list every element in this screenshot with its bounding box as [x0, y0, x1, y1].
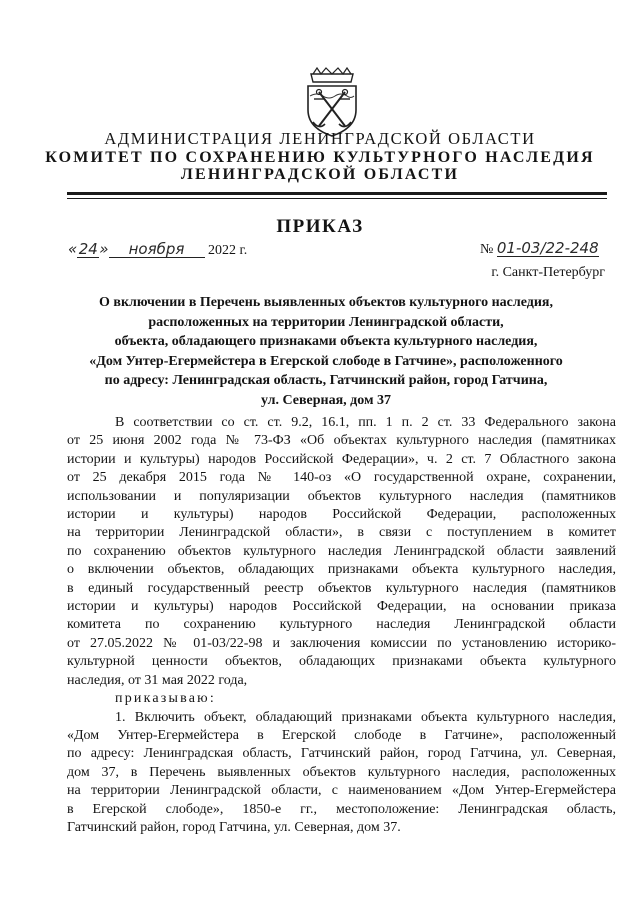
number-prefix: №: [480, 242, 494, 257]
body-line: истории и культуры) народов Российской Федерации, расположенных: [67, 507, 616, 523]
body-line: в единый государственный реестр объектов культурного наследия (памятников: [67, 580, 616, 596]
header-region: ЛЕНИНГРАДСКОЙ ОБЛАСТИ: [180, 166, 460, 183]
order-body: [67, 414, 616, 837]
item-line: по адресу: Ленинградская область, Гатчинский район, город Гатчина, ул. Северная,: [67, 746, 616, 762]
item-line: в Егерской слободе», 1850-е гг., местоположение: Ленинградская область,: [67, 801, 616, 817]
body-line: наследия, от 31 мая 2022 года,: [67, 672, 248, 688]
body-line: использовании и популяризации объектов культурного наследия (памятников: [67, 488, 616, 504]
item-line: дом 37, в Перечень выявленных объектов культурного наследия, расположенных: [67, 764, 616, 780]
item-line: 1. Включить объект, обладающий признаками объекта культурного наследия,: [115, 709, 616, 725]
date-year: 2022 г.: [208, 243, 248, 258]
order-date: [68, 240, 247, 259]
body-line: комитета по сохранению культурного наследия Ленинградской области: [67, 617, 616, 633]
body-line: по сохранению объектов культурного наследия Ленинградской области заявлений: [67, 543, 616, 559]
header-rule-thin: [67, 198, 607, 199]
order-word: приказываю:: [115, 691, 216, 707]
body-line: от 25 декабря 2015 года № 140-оз «О государственной охране, сохранении,: [67, 470, 616, 486]
city: г. Санкт-Петербург: [491, 265, 605, 280]
subject-line: по адресу: Ленинградская область, Гатчинский район, город Гатчина,: [104, 373, 548, 389]
body-line: о включении объектов, обладающих признаками объекта культурного наследия,: [67, 562, 616, 578]
body-line: В соответствии со ст. ст. 9.2, 16.1, пп. 1 п. 2 ст. 33 Федерального закона: [115, 415, 616, 430]
order-subject: [40, 293, 612, 411]
date-close-quote: »: [99, 240, 109, 258]
subject-line: объекта, обладающего признаками объекта культурного наследия,: [114, 334, 538, 350]
order-number: [480, 240, 599, 258]
item-line: «Дом Унтер-Егермейстера в Егерской слободе в Гатчине», расположенный: [67, 727, 616, 743]
item-line: на территории Ленинградской области, с наименованием «Дом Унтер-Егермейстера: [67, 783, 616, 799]
date-month: ноября: [109, 241, 205, 258]
document-title: ПРИКАЗ: [276, 216, 364, 237]
subject-line: ул. Северная, дом 37: [260, 392, 392, 408]
body-line: истории и культуры) народов Российской Федерации, на основании приказа: [67, 599, 616, 615]
body-line: культурной ценности объектов, обладающих признаками объекта культурного: [67, 654, 616, 670]
number-value: 01-03/22-248: [496, 239, 599, 257]
subject-line: О включении в Перечень выявленных объектов культурного наследия,: [99, 295, 553, 310]
body-line: от 25 июня 2002 года № 73-ФЗ «Об объектах культурного наследия (памятниках: [67, 433, 616, 449]
body-line: от 27.05.2022 № 01-03/22-98 и заключения комиссии по установлению историко-: [67, 635, 616, 651]
date-day: 24: [78, 240, 98, 258]
header-committee: КОМИТЕТ ПО СОХРАНЕНИЮ КУЛЬТУРНОГО НАСЛЕДИЯ: [45, 149, 595, 166]
date-open-quote: «: [68, 240, 78, 258]
header-administration: АДМИНИСТРАЦИЯ ЛЕНИНГРАДСКОЙ ОБЛАСТИ: [104, 129, 536, 148]
coat-of-arms-icon: [299, 66, 365, 138]
subject-line: «Дом Унтер-Егермейстера в Егерской слободе в Гатчине», расположенного: [89, 353, 563, 369]
body-line: истории и культуры) народов Российской Федерации», ч. 2 ст. 7 Областного закона: [67, 451, 616, 467]
item-line: Гатчинский район, город Гатчина, ул. Северная, дом 37.: [67, 819, 401, 835]
subject-line: расположенных на территории Ленинградской области,: [148, 314, 504, 330]
header-rule-thick: [67, 192, 607, 195]
body-line: на территории Ленинградской области», в связи с поступлением в комитет: [67, 525, 616, 541]
